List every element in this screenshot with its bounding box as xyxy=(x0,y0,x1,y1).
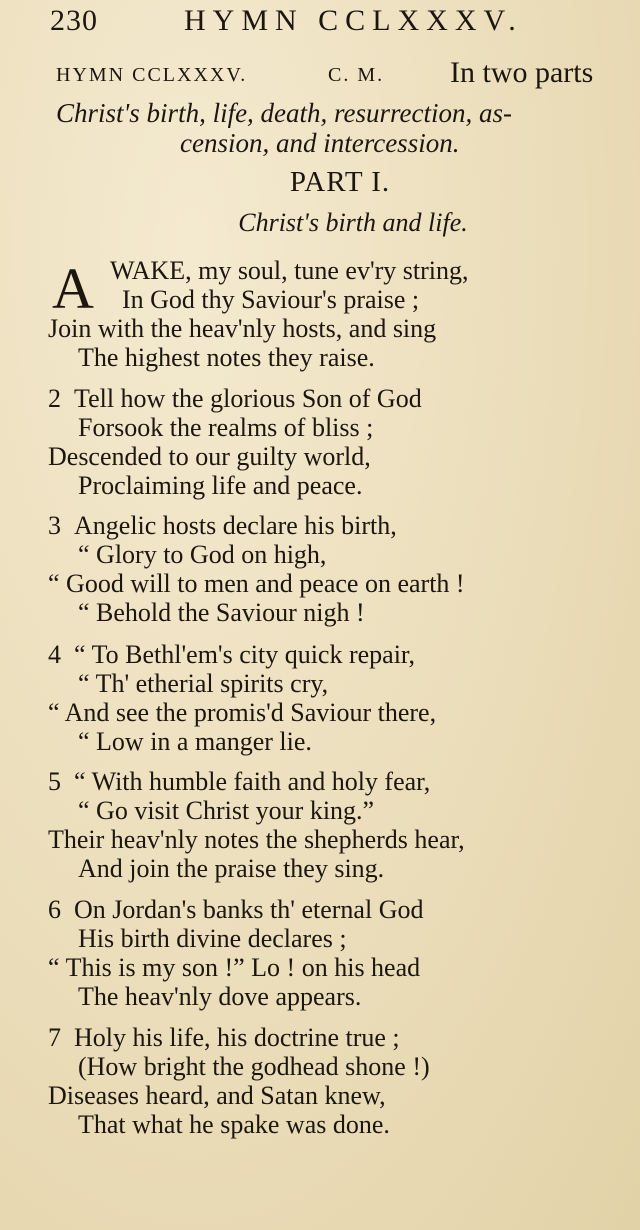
stanza-number: 3 xyxy=(48,511,61,540)
stanza-line: Their heav'nly notes the shepherds hear, xyxy=(48,825,465,854)
stanza-line: “ With humble faith and holy fear, xyxy=(74,767,431,796)
stanza-line: That what he spake was done. xyxy=(78,1110,390,1139)
stanza-line: In God thy Saviour's praise ; xyxy=(122,285,420,314)
stanza-number: 4 xyxy=(48,640,61,669)
stanza-number: 7 xyxy=(48,1023,61,1052)
stanza-line: “ Go visit Christ your king.” xyxy=(78,796,375,825)
hymn-header xyxy=(56,56,640,90)
stanza-number: 2 xyxy=(48,384,61,413)
part-title: PART I. xyxy=(289,166,391,198)
stanza-line: Angelic hosts declare his birth, xyxy=(74,511,397,540)
stanza-line: And join the praise they sing. xyxy=(78,854,385,883)
stanza-line: Tell how the glorious Son of God xyxy=(74,384,422,413)
stanza-line: Join with the heav'nly hosts, and sing xyxy=(48,314,437,343)
stanza-2 xyxy=(48,384,640,500)
stanza-7 xyxy=(48,1023,640,1139)
stanza-number: 5 xyxy=(48,767,61,796)
hymn-number: HYMN CCLXXXV. xyxy=(56,64,248,86)
stanza-line: (How bright the godhead shone !) xyxy=(78,1052,430,1081)
stanza-6 xyxy=(48,895,640,1011)
hymn-meter: C. M. xyxy=(328,64,385,86)
stanza-line: Diseases heard, and Satan knew, xyxy=(48,1081,386,1110)
stanza-line: Descended to our guilty world, xyxy=(48,442,371,471)
stanza-number: 6 xyxy=(48,895,61,924)
stanza-line: “ Behold the Saviour nigh ! xyxy=(78,598,365,627)
subject-line-1: Christ's birth, life, death, resurrection, as- xyxy=(56,98,513,128)
stanza-line: “ Low in a manger lie. xyxy=(78,727,312,756)
parts-note: In two parts xyxy=(450,56,594,89)
stanza-line: Forsook the realms of bliss ; xyxy=(78,413,374,442)
stanza-line: “ This is my son !” Lo ! on his head xyxy=(48,953,421,982)
stanza-line: Holy his life, his doctrine true ; xyxy=(74,1023,400,1052)
stanza-line: “ Good will to men and peace on earth ! xyxy=(48,569,465,598)
stanza-4 xyxy=(48,640,640,756)
stanza-line: The highest notes they raise. xyxy=(78,343,375,372)
page-number: 230 xyxy=(50,4,98,37)
stanza-line: “ And see the promis'd Saviour there, xyxy=(48,698,437,727)
stanza-line: Proclaiming life and peace. xyxy=(78,471,363,500)
stanza-1 xyxy=(48,256,640,372)
stanza-line: The heav'nly dove appears. xyxy=(78,982,362,1011)
hymn-subject xyxy=(56,98,640,158)
running-head xyxy=(50,4,640,40)
running-title: HYMN CCLXXXV. xyxy=(184,4,523,37)
stanza-3 xyxy=(48,511,640,627)
stanza-line: “ Glory to God on high, xyxy=(78,540,327,569)
stanza-5 xyxy=(48,767,640,883)
stanza-line: His birth divine declares ; xyxy=(78,924,347,953)
part-subject: Christ's birth and life. xyxy=(238,208,468,237)
stanza-line: “ To Bethl'em's city quick repair, xyxy=(74,640,416,669)
stanza-line: On Jordan's banks th' eternal God xyxy=(74,895,424,924)
drop-cap: A xyxy=(52,256,94,321)
subject-line-2: cension, and intercession. xyxy=(180,128,460,158)
stanza-line: WAKE, my soul, tune ev'ry string, xyxy=(110,256,469,285)
stanza-line: “ Th' etherial spirits cry, xyxy=(78,669,329,698)
